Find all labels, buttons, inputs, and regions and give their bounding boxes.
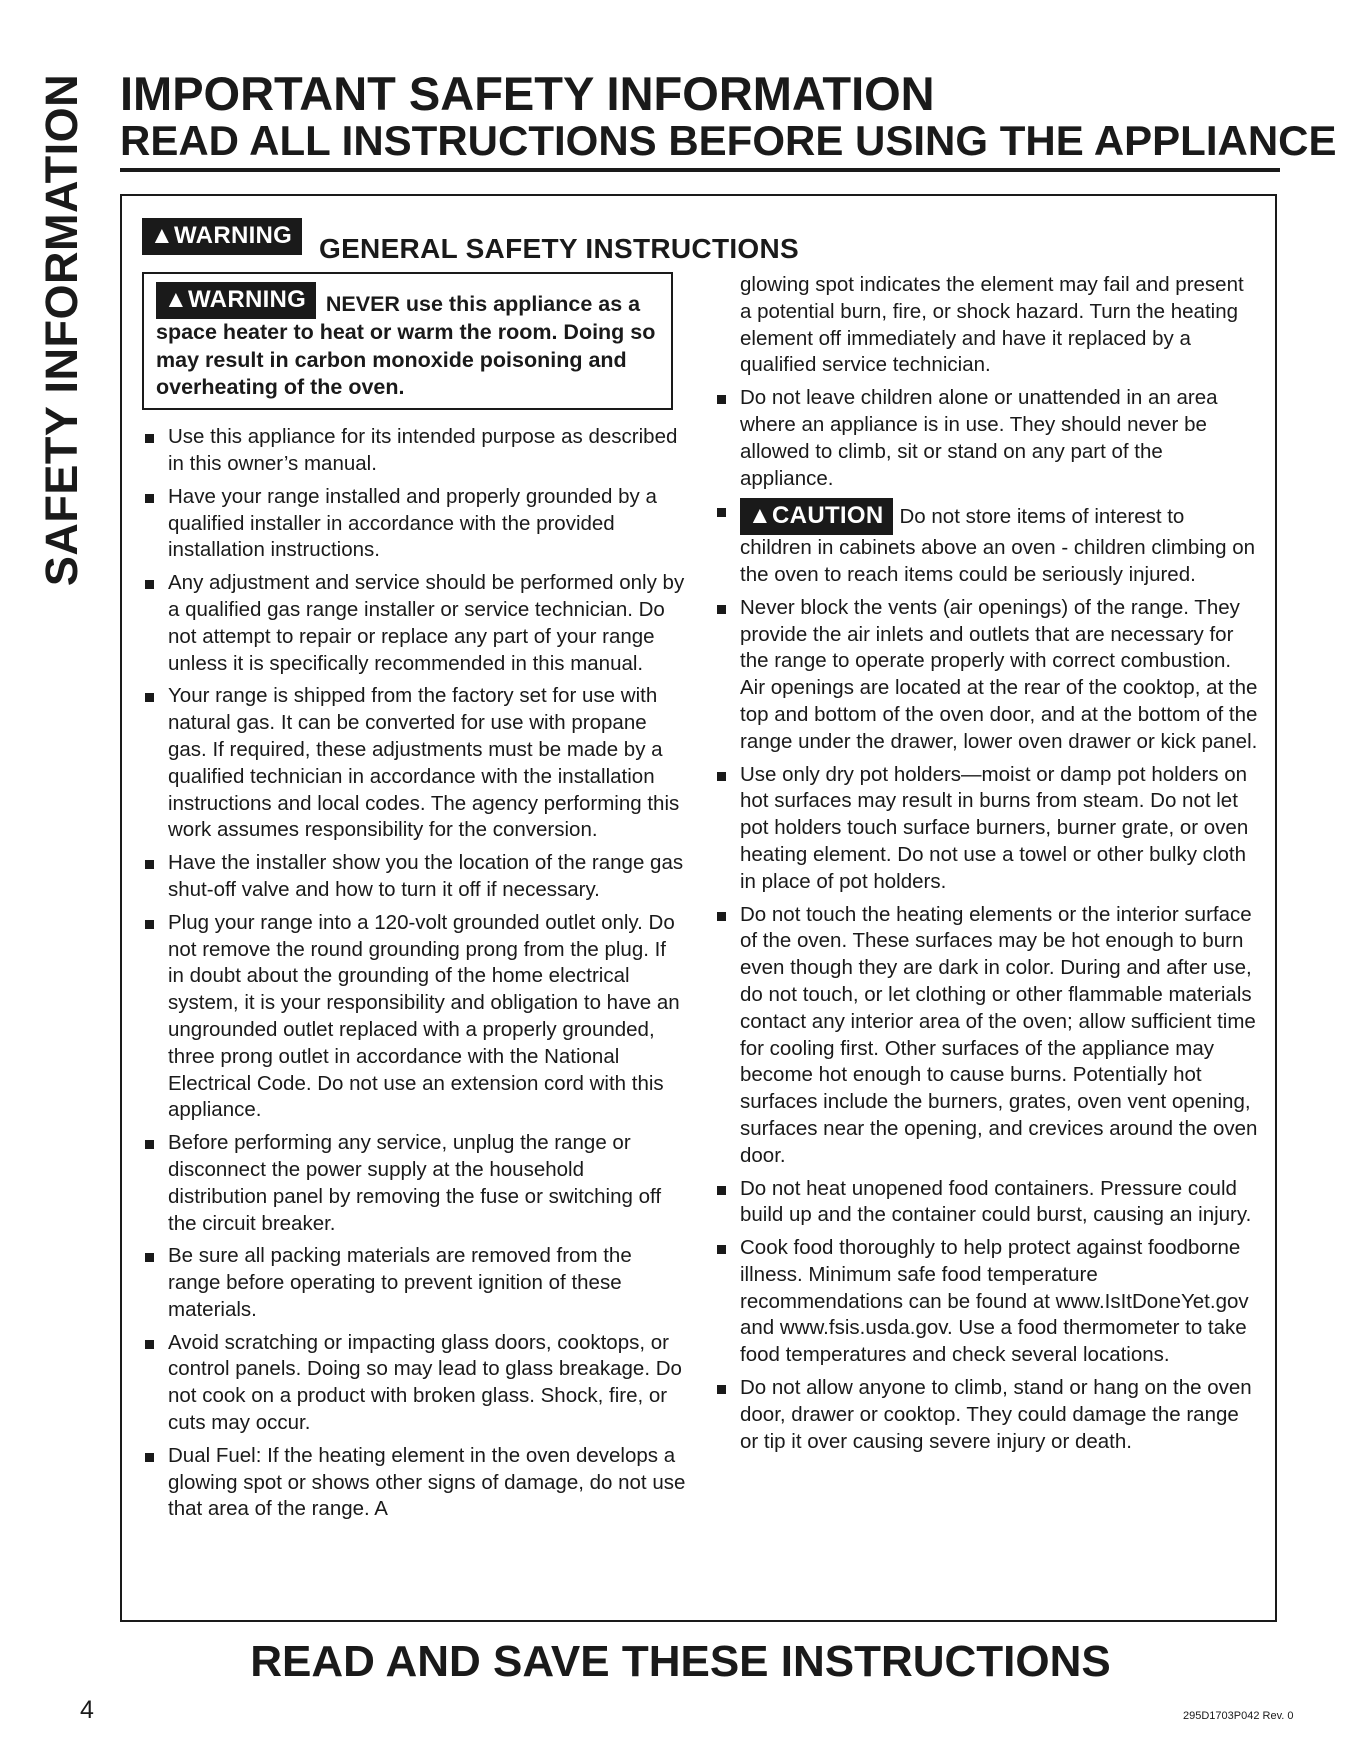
caution-text: Do not store items of interest to children in cabinets above an oven - children climbing on the oven to reach items could be seriously injured. [740, 505, 1256, 586]
list-item: Have the installer show you the location of the range gas shut-off valve and how to turn it off if necessary. [142, 850, 687, 904]
list-item: Before performing any service, unplug the range or disconnect the power supply at the household distribution panel by removing the fuse or switching off the circuit breaker. [142, 1130, 687, 1237]
page-number: 4 [80, 1696, 94, 1724]
warning-badge-inner: ▲WARNING [156, 282, 316, 319]
list-item: Plug your range into a 120-volt grounded outlet only. Do not remove the round grounding prong from the plug. If in doubt about the grounding of the home electrical system, it is your responsibility and obligation to have an ungrounded outlet replaced with a properly grounded, three prong outlet in accordance with the National Electrical Code. Do not use an extension cord with this appliance. [142, 910, 687, 1124]
list-item: Dual Fuel: If the heating element in the oven develops a glowing spot or shows other signs of damage, do not use that area of the range. A [142, 1443, 687, 1523]
header-rule [120, 168, 1280, 172]
space-heater-warning-box [142, 272, 673, 410]
page-subtitle: READ ALL INSTRUCTIONS BEFORE USING THE APPLIANCE [120, 117, 1337, 164]
list-item: Cook food thoroughly to help protect against foodborne illness. Minimum safe food temperature recommendations can be found at www.IsItDoneYet.gov and www.fsis.usda.gov. Use a food thermometer to take food temperatures and check several locations. [714, 1235, 1259, 1369]
list-item: Be sure all packing materials are removed from the range before operating to prevent ignition of these materials. [142, 1243, 687, 1323]
page-title: IMPORTANT SAFETY INFORMATION [120, 67, 935, 120]
list-item: Any adjustment and service should be performed only by a qualified gas range installer or service technician. Do not attempt to repair or replace any part of your range unless it is specifically recommended in this manual. [142, 570, 687, 677]
continued-text: glowing spot indicates the element may fail and present a potential burn, fire, or shock hazard. Turn the heating element off immediately and have it replaced by a qualified service technician. [740, 273, 1244, 377]
list-item: Do not allow anyone to climb, stand or hang on the oven door, drawer or cooktop. They could damage the range or tip it over causing severe injury or death. [714, 1375, 1259, 1455]
caution-badge: ▲CAUTION [740, 498, 893, 535]
caution-item [714, 498, 1259, 588]
side-tab [32, 73, 92, 587]
right-column [714, 272, 1259, 1461]
left-column [142, 272, 687, 1529]
list-item: Never block the vents (air openings) of the range. They provide the air inlets and outlets that are necessary for the range to operate properly with correct combustion. Air openings are located at the rear of the cooktop, at the top and bottom of the oven door, and at the bottom of the range under the drawer, lower oven drawer or kick panel. [714, 595, 1259, 756]
document-code: 295D1703P042 Rev. 0 [1183, 1710, 1294, 1722]
list-item: Avoid scratching or impacting glass doors, cooktops, or control panels. Doing so may lead to glass breakage. Do not cook on a product with broken glass. Shock, fire, or cuts may occur. [142, 1330, 687, 1437]
right-list [714, 385, 1259, 1455]
warning-text: NEVER use this appliance as a space heater to heat or warm the room. Doing so may result in carbon monoxide poisoning and overheating of the oven. [156, 292, 656, 400]
side-tab-label: SAFETY INFORMATION [36, 73, 87, 587]
list-item: Use only dry pot holders—moist or damp pot holders on hot surfaces may result in burns from steam. Do not let pot holders touch surface burners, burner grate, or oven heating element. Do not use a towel or other bulky cloth in place of pot holders. [714, 762, 1259, 896]
list-item: Do not leave children alone or unattended in an area where an appliance is in use. They should never be allowed to climb, sit or stand on any part of the appliance. [714, 385, 1259, 492]
left-list [142, 424, 687, 1523]
footer-title: READ AND SAVE THESE INSTRUCTIONS [250, 1637, 1111, 1686]
section-title: GENERAL SAFETY INSTRUCTIONS [319, 233, 799, 264]
list-item: Your range is shipped from the factory set for use with natural gas. It can be converted for use with propane gas. If required, these adjustments must be made by a qualified technician in accordance with the installation instructions and local codes. The agency performing this work assumes responsibility for the conversion. [142, 683, 687, 844]
list-item: Do not heat unopened food containers. Pressure could build up and the container could burst, causing an injury. [714, 1176, 1259, 1230]
warning-badge: ▲WARNING [142, 218, 302, 255]
list-item: Use this appliance for its intended purpose as described in this owner’s manual. [142, 424, 687, 478]
list-item: Have your range installed and properly grounded by a qualified installer in accordance with the provided installation instructions. [142, 484, 687, 564]
list-item: Do not touch the heating elements or the interior surface of the oven. These surfaces may be hot enough to burn even though they are dark in color. During and after use, do not touch, or let clothing or other flammable materials contact any interior area of the oven; allow sufficient time for cooling first. Other surfaces of the appliance may become hot enough to cause burns. Potentially hot surfaces include the burners, grates, oven vent opening, surfaces near the opening, and crevices around the oven door. [714, 902, 1259, 1170]
